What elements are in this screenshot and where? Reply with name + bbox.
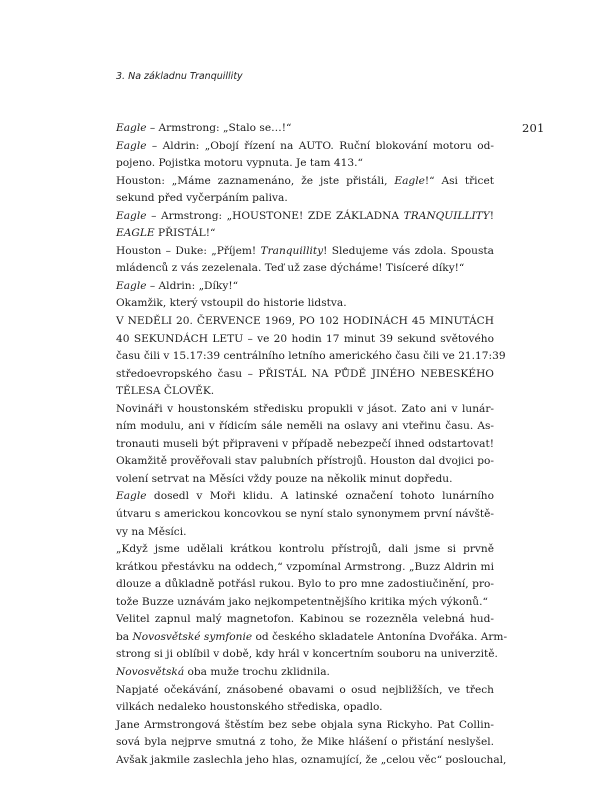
text-line: ba Novosvětské symfonie od českého skladatele Antonína Dvořáka. Arm- xyxy=(116,630,508,643)
text-line: Jane Armstrongová štěstím bez sebe objala syna Rickyho. Pat Collin- xyxy=(116,718,494,731)
text-line: vy na Měsíci. xyxy=(116,525,187,538)
text-line: dlouze a důkladně potřásl rukou. Bylo to pro mne zadostiučinění, pro- xyxy=(116,578,494,591)
text-line: Eagle dosedl v Moři klidu. A latinské označení tohoto lunárního xyxy=(116,490,494,503)
text-line: mládenců z vás zezelenala. Teď už zase dýcháme! Tisíceré díky!“ xyxy=(116,262,465,275)
text-line: volení setrvat na Měsíci vždy pouze na několik minut dopředu. xyxy=(116,472,453,485)
text-line: EAGLE PŘISTÁL!“ xyxy=(116,227,216,240)
text-line: Houston: „Máme zaznamenáno, že jste přistáli, Eagle!“ Asi třicet xyxy=(116,174,494,187)
page-number: 201 xyxy=(522,121,545,135)
text-line: krátkou přestávku na oddech,“ vzpomínal Armstrong. „Buzz Aldrin mi xyxy=(116,560,494,573)
text-line: Eagle – Armstrong: „Stalo se…!“ xyxy=(116,122,292,134)
body-text xyxy=(116,120,508,769)
text-line: V NEDĚLI 20. ČERVENCE 1969, PO 102 HODINÁCH 45 MINUTÁCH xyxy=(116,315,494,328)
text-line: Avšak jakmile zaslechla jeho hlas, oznamující, že „celou věc“ poslouchal, xyxy=(116,753,507,766)
text-line: Houston – Duke: „Příjem! Tranquillity! Sledujeme vás zdola. Spousta xyxy=(116,244,494,257)
text-line: Eagle – Aldrin: „Obojí řízení na AUTO. Ruční blokování motoru od- xyxy=(116,139,494,152)
text-line: Eagle – Aldrin: „Díky!“ xyxy=(116,279,239,292)
text-line: tože Buzze uznávám jako nejkompetentnějšího kritika mých výkonů.“ xyxy=(116,595,488,608)
text-line: ním modulu, ani v řídicím sále neměli na oslavy ani vteřinu času. As- xyxy=(116,420,494,433)
text-line: tronauti museli být připraveni v případě nebezpečí ihned odstartovat! xyxy=(116,437,494,450)
text-line: Novináři v houstonském středisku propukli v jásot. Zato ani v lunár- xyxy=(116,402,494,415)
text-line: „Když jsme udělali krátkou kontrolu přístrojů, dali jsme si prvně xyxy=(116,543,494,556)
text-line: sová byla nejprve smutná z toho, že Mike hlášení o přistání neslyšel. xyxy=(116,736,494,749)
text-line: Eagle – Armstrong: „HOUSTONE! ZDE ZÁKLADNA TRANQUILLITY! xyxy=(116,209,494,222)
text-line: Okamžik, který vstoupil do historie lidstva. xyxy=(116,297,347,310)
text-line: TĚLESA ČLOVĚK. xyxy=(116,385,215,398)
text-line: Okamžitě prověřovali stav palubních přístrojů. Houston dal dvojici po- xyxy=(116,455,494,468)
text-line: Napjaté očekávání, znásobené obavami o osud nejbližších, ve třech xyxy=(116,683,494,696)
text-line: vilkách nedaleko houstonského střediska, opadlo. xyxy=(116,701,383,714)
text-line: středoevropského času – PŘISTÁL NA PŮDĚ JINÉHO NEBESKÉHO xyxy=(116,367,494,380)
text-line: pojeno. Pojistka motoru vypnuta. Je tam 413.“ xyxy=(116,157,363,170)
text-line: strong si ji oblíbil v době, kdy hrál v koncertním souboru na univerzitě. xyxy=(116,648,498,661)
text-line: Velitel zapnul malý magnetofon. Kabinou se rozezněla velebná hud- xyxy=(116,613,494,626)
text-line: 40 SEKUNDÁCH LETU – ve 20 hodin 17 minut 39 sekund světového xyxy=(116,332,494,345)
text-line: času čili v 15.17:39 centrálního letního amerického času čili ve 21.17:39 xyxy=(116,350,506,363)
text-line: sekund před vyčerpáním paliva. xyxy=(116,192,288,205)
running-head: 3. Na základnu Tranquillity xyxy=(116,71,243,82)
text-line: Novosvětská oba muže trochu zklidnila. xyxy=(116,665,330,678)
text-line: útvaru s americkou koncovkou se nyní stalo synonymem první návště- xyxy=(116,508,494,521)
